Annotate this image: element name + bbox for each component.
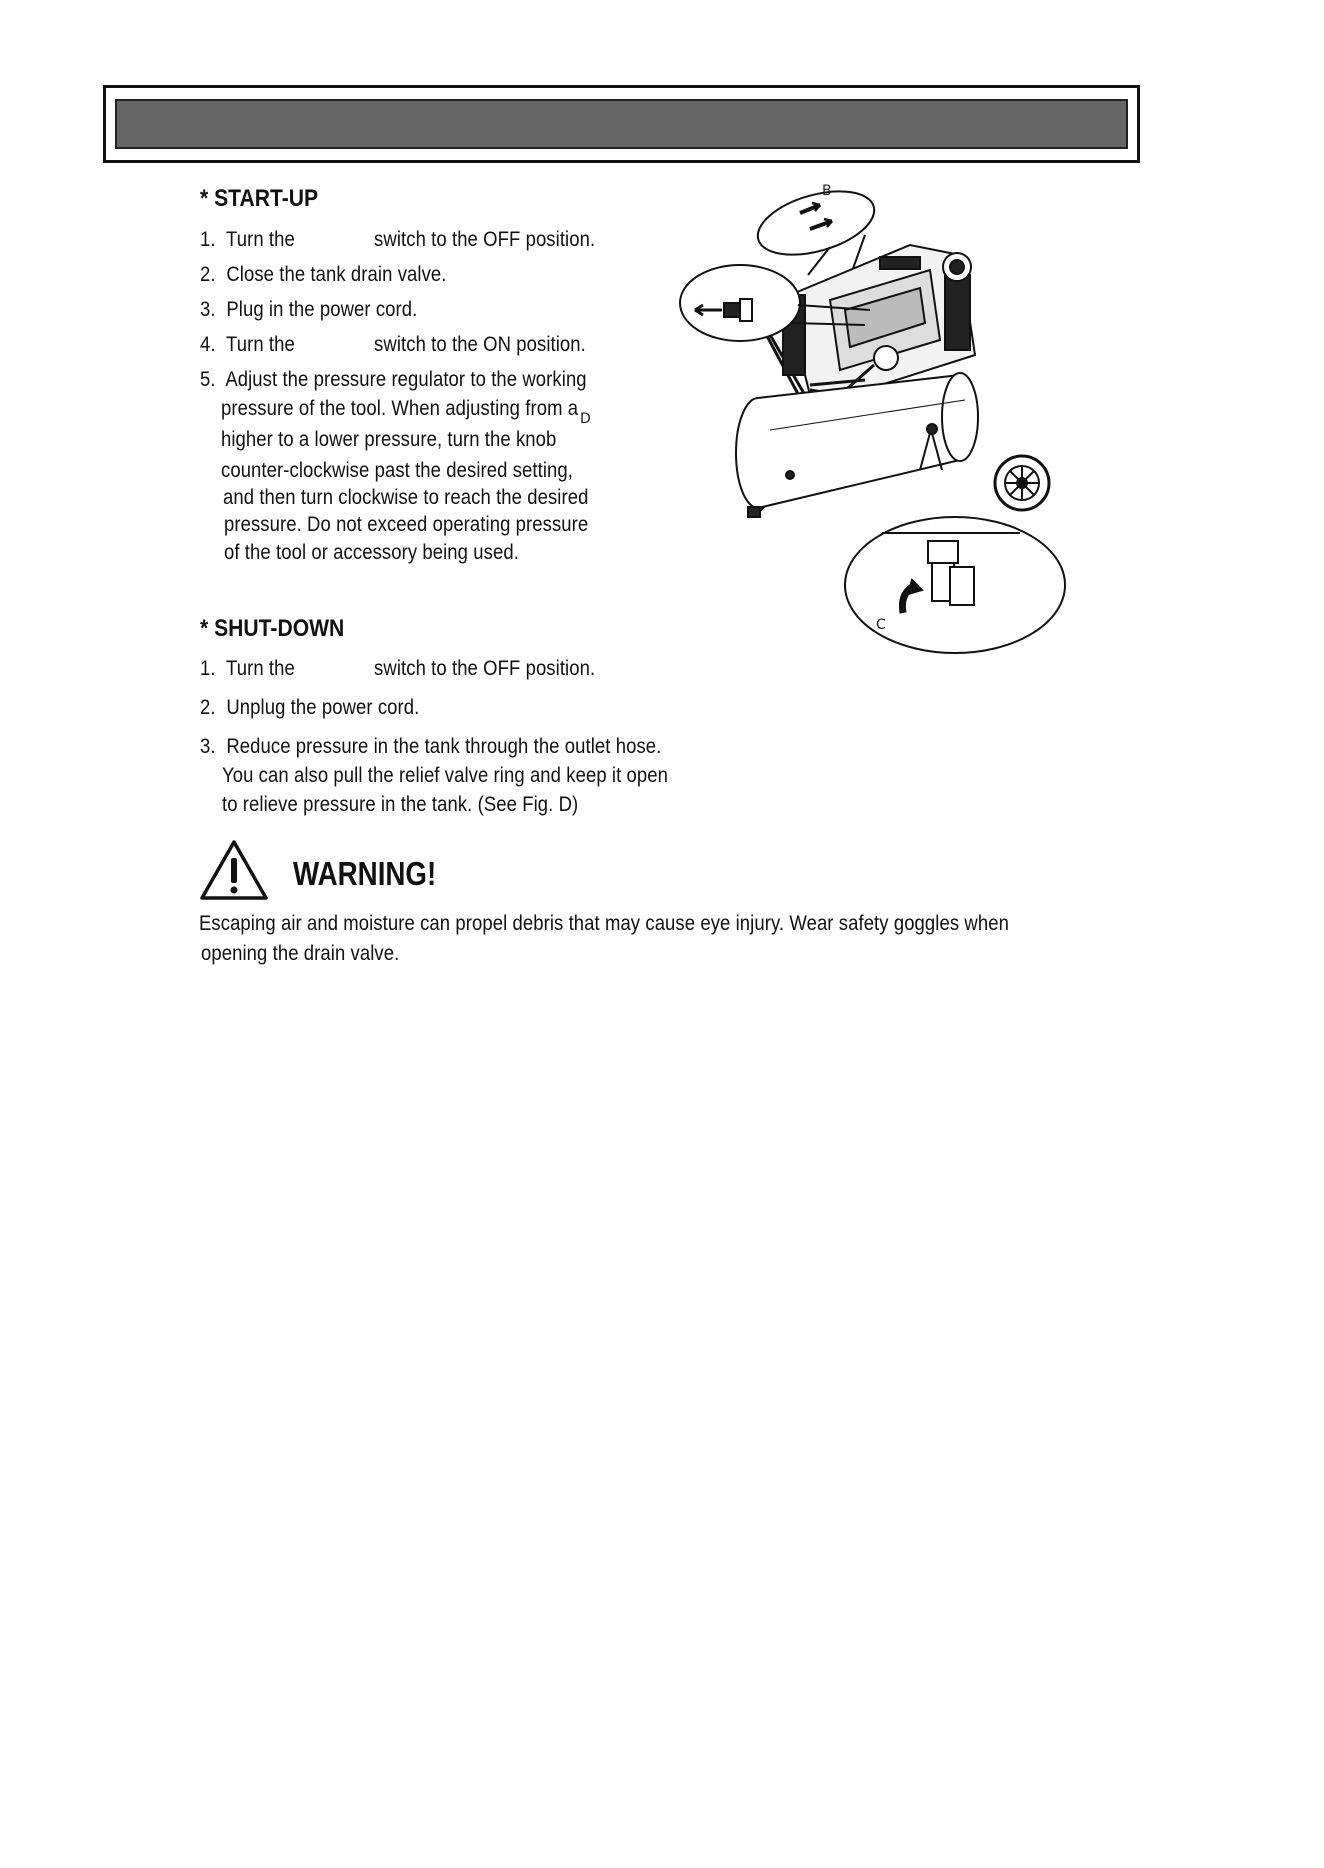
startup-step-5-cont: pressure. Do not exceed operating pressure: [224, 513, 589, 536]
step-number: 3.: [200, 298, 216, 321]
startup-step-5-cont: higher to a lower pressure, turn the knob: [221, 428, 557, 451]
warning-text: opening the drain valve.: [201, 942, 400, 965]
shutdown-step-2: [200, 696, 419, 720]
startup-heading: * START-UP: [200, 185, 319, 212]
figure-label-d: D: [580, 411, 591, 427]
startup-step-5-cont: and then turn clockwise to reach the desired: [223, 486, 589, 509]
step-number: 2.: [200, 263, 216, 286]
shutdown-heading: * SHUT-DOWN: [200, 615, 345, 642]
step-text: Plug in the power cord.: [226, 298, 418, 321]
step-text: Close the tank drain valve.: [226, 263, 447, 286]
header-frame: [103, 85, 1140, 163]
figure-label-c: C: [876, 617, 886, 633]
warning-title: WARNING!: [293, 855, 437, 892]
step-text: Turn the: [226, 333, 295, 356]
header-bar: [115, 99, 1128, 149]
step-text: Turn the: [226, 228, 295, 251]
step-text: switch to the OFF position.: [374, 657, 596, 680]
step-number: 4.: [200, 333, 216, 356]
step-text: Reduce pressure in the tank through the outlet hose.: [226, 735, 662, 758]
step-number: 3.: [200, 735, 216, 758]
figure-label-b: B: [822, 183, 832, 199]
step-text: switch to the OFF position.: [374, 228, 596, 251]
shutdown-step-3: [200, 735, 661, 759]
startup-step-5-cont: of the tool or accessory being used.: [224, 541, 519, 564]
warning-triangle-icon: [199, 838, 269, 902]
step-text: Adjust the pressure regulator to the working: [225, 368, 587, 391]
startup-step-4: [200, 333, 586, 357]
step-text: Turn the: [226, 657, 295, 680]
step-number: 5.: [200, 368, 216, 391]
startup-step-1: [200, 228, 595, 252]
startup-step-5-cont: counter-clockwise past the desired setting,: [221, 459, 573, 482]
startup-step-5-cont: pressure of the tool. When adjusting from a: [221, 397, 579, 420]
startup-step-2: [200, 263, 446, 287]
startup-step-3: [200, 298, 417, 322]
step-number: 2.: [200, 696, 216, 719]
shutdown-step-1: [200, 657, 595, 681]
air-compressor-illustration: [580, 183, 1140, 715]
shutdown-step-3-cont: to relieve pressure in the tank. (See Fig. D): [222, 793, 579, 816]
startup-step-5: [200, 368, 587, 392]
step-number: 1.: [200, 228, 216, 251]
step-number: 1.: [200, 657, 216, 680]
step-text: switch to the ON position.: [374, 333, 586, 356]
callout-b-bubble: [751, 180, 882, 267]
step-text: Unplug the power cord.: [226, 696, 420, 719]
warning-text: Escaping air and moisture can propel debris that may cause eye injury. Wear safety goggles when: [199, 912, 1009, 935]
shutdown-step-3-cont: You can also pull the relief valve ring and keep it open: [222, 764, 669, 787]
